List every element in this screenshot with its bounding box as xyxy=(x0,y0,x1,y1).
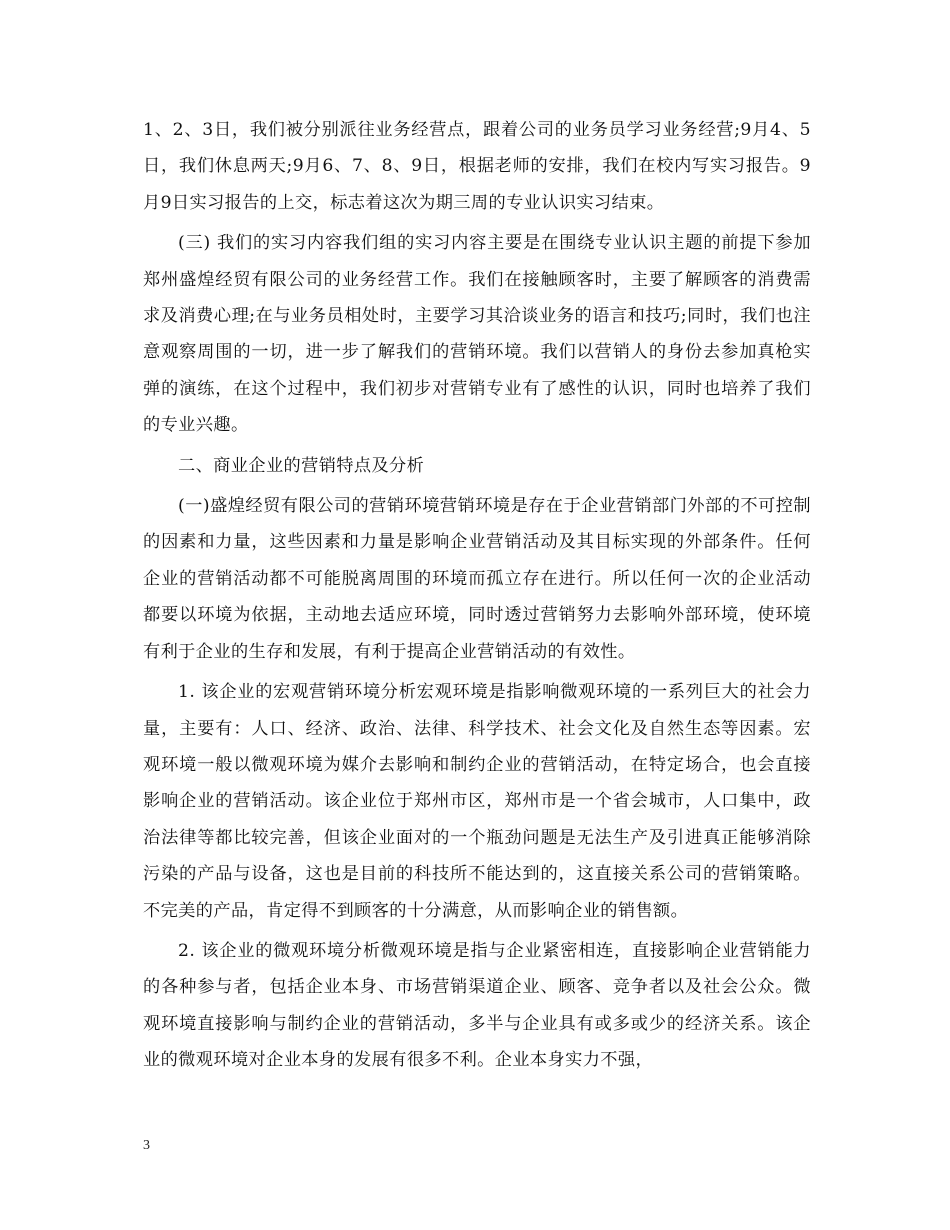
paragraph-marketing-environment: (一)盛煌经贸有限公司的营销环境营销环境是存在于企业营销部门外部的不可控制的因素和力量，这些因素和力量是影响企业营销活动及其目标实现的外部条件。任何企业的营销活动都不可能脱离周围的环境而孤立存在进行。所以任何一次的企业活动都要以环境为依据，主动地去适应环境，同时透过营销努力去影响外部环境，使环境有利于企业的生存和发展，有利于提高企业营销活动的有效性。 xyxy=(143,496,811,662)
page-number: 3 xyxy=(143,1138,150,1153)
section-heading-marketing-analysis: 二、商业企业的营销特点及分析 xyxy=(178,455,425,476)
paragraph-micro-environment: 2. 该企业的微观环境分析微观环境是指与企业紧密相连，直接影响企业营销能力的各种参与者，包括企业本身、市场营销渠道企业、顾客、竞争者以及社会公众。微观环境直接影响与制约企业的营销活动，多半与企业具有或多或少的经济关系。该企业的微观环境对企业本身的发展有很多不利。企业本身实力不强， xyxy=(143,940,811,1071)
paragraph-internship-content: (三) 我们的实习内容我们组的实习内容主要是在围绕专业认识主题的前提下参加郑州盛煌经贸有限公司的业务经营工作。我们在接触顾客时，主要了解顾客的消费需求及消费心理;在与业务员相处时，主要学习其洽谈业务的语言和技巧;同时，我们也注意观察周围的一切，进一步了解我们的营销环境。我们以营销人的身份去参加真枪实弹的演练，在这个过程中，我们初步对营销专业有了感性的认识，同时也培养了我们的专业兴趣。 xyxy=(143,233,811,436)
paragraph-macro-environment: 1. 该企业的宏观营销环境分析宏观环境是指影响微观环境的一系列巨大的社会力量，主要有：人口、经济、政治、法律、科学技术、社会文化及自然生态等因素。宏观环境一般以微观环境为媒介去影响和制约企业的营销活动，在特定场合，也会直接影响企业的营销活动。该企业位于郑州市区，郑州市是一个省会城市，人口集中，政治法律等都比较完善，但该企业面对的一个瓶劲问题是无法生产及引进真正能够消除污染的产品与设备，这也是目前的科技所不能达到的，这直接关系公司的营销策略。不完美的产品，肯定得不到顾客的十分满意，从而影响企业的销售额。 xyxy=(143,682,811,921)
page-body xyxy=(143,112,811,1083)
paragraph-schedule: 1、2、3日，我们被分别派往业务经营点，跟着公司的业务员学习业务经营;9月4、5日，我们休息两天;9月6、7、8、9日，根据老师的安排，我们在校内写实习报告。9月9日实习报告的上交，标志着这次为期三周的专业认识实习结束。 xyxy=(143,120,811,213)
